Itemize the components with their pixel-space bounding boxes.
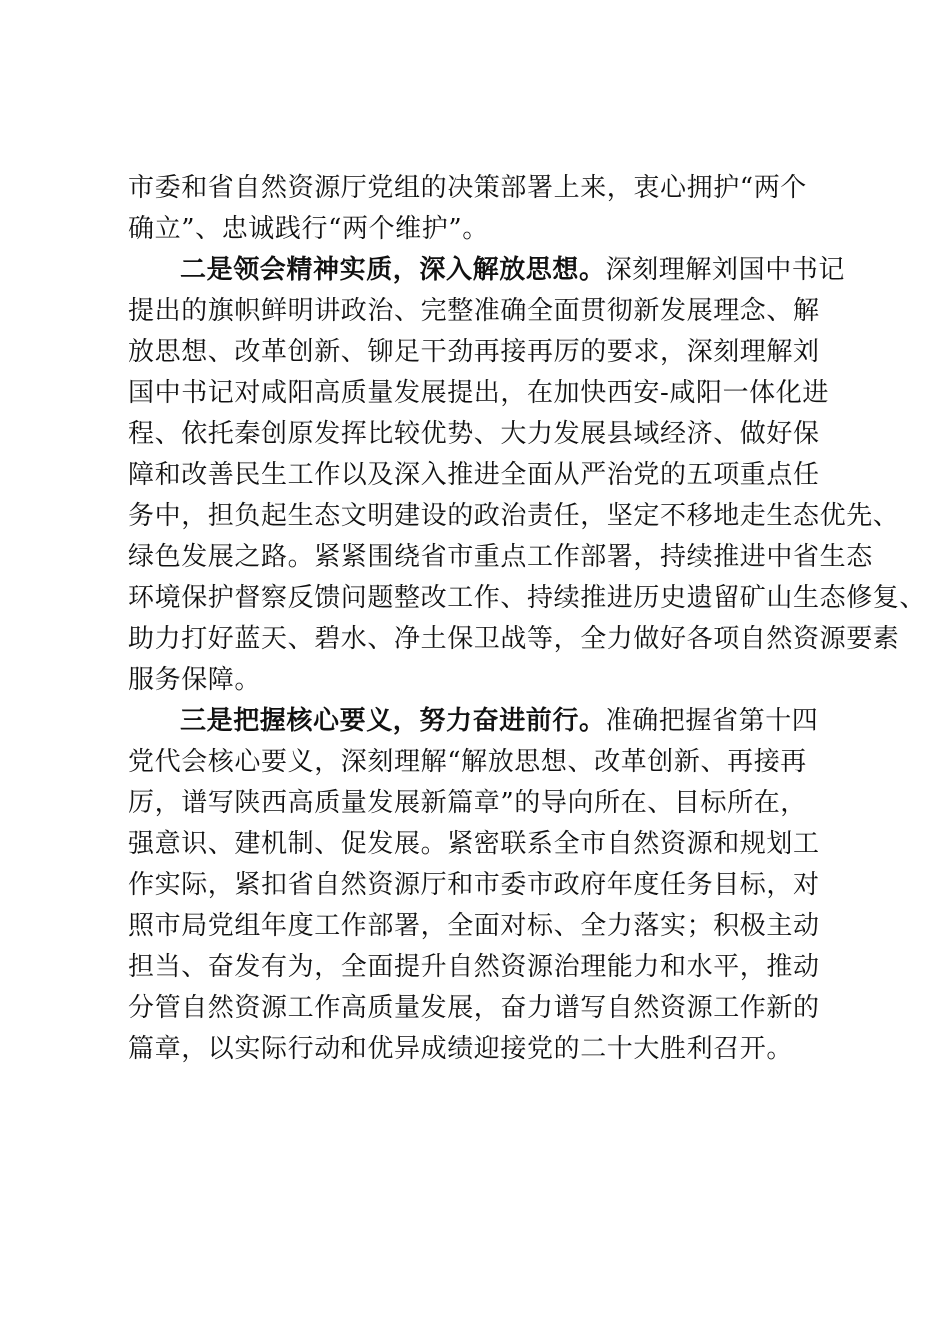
paragraph-3-line: 照市局党组年度工作部署，全面对标、全力落实；积极主动 xyxy=(128,911,820,941)
paragraph-3-line: 强意识、建机制、促发展。紧密联系全市自然资源和规划工 xyxy=(128,829,820,859)
paragraph-3-line: 党代会核心要义，深刻理解“解放思想、改革创新、再接再 xyxy=(128,747,807,777)
paragraph-2-line: 服务保障。 xyxy=(128,665,262,695)
paragraph-3-line: 篇章，以实际行动和优异成绩迎接党的二十大胜利召开。 xyxy=(128,1034,794,1064)
paragraph-1-line-1: 市委和省自然资源厅党组的决策部署上来，衷心拥护“两个 xyxy=(128,173,807,203)
paragraph-2-line: 环境保护督察反馈问题整改工作、持续推进历史遗留矿山生态修复、 xyxy=(128,583,927,613)
paragraph-2-line-1-rest: 深刻理解刘国中书记 xyxy=(605,255,846,285)
paragraph-2-line: 国中书记对咸阳高质量发展提出，在加快西安-咸阳一体化进 xyxy=(128,378,829,408)
paragraph-2-line-1 xyxy=(180,253,845,287)
paragraph-2-line: 务中，担负起生态文明建设的政治责任，坚定不移地走生态优先、 xyxy=(128,501,900,531)
paragraph-3-line-1-rest: 准确把握省第十四 xyxy=(605,706,819,736)
paragraph-3-line: 担当、奋发有为，全面提升自然资源治理能力和水平，推动 xyxy=(128,952,820,982)
paragraph-3-line: 分管自然资源工作高质量发展，奋力谱写自然资源工作新的 xyxy=(128,993,820,1023)
paragraph-2-line: 绿色发展之路。紧紧围绕省市重点工作部署，持续推进中省生态 xyxy=(128,542,873,572)
paragraph-3-heading: 三是把握核心要义，努力奋进前行。 xyxy=(180,706,606,736)
paragraph-2-line: 障和改善民生工作以及深入推进全面从严治党的五项重点任 xyxy=(128,460,820,490)
paragraph-1-line-2: 确立”、忠诚践行“两个维护”。 xyxy=(128,214,489,244)
paragraph-2-line: 提出的旗帜鲜明讲政治、完整准确全面贯彻新发展理念、解 xyxy=(128,296,820,326)
paragraph-3-line-1 xyxy=(180,704,818,738)
paragraph-3-line: 作实际，紧扣省自然资源厅和市委市政府年度任务目标，对 xyxy=(128,870,820,900)
paragraph-3-line: 厉，谱写陕西高质量发展新篇章”的导向所在、目标所在， xyxy=(128,788,807,818)
paragraph-2-heading: 二是领会精神实质，深入解放思想。 xyxy=(180,255,606,285)
paragraph-2-line: 助力打好蓝天、碧水、净土保卫战等，全力做好各项自然资源要素 xyxy=(128,624,900,654)
paragraph-2-line: 放思想、改革创新、铆足干劲再接再厉的要求，深刻理解刘 xyxy=(128,337,820,367)
paragraph-2-line: 程、依托秦创原发挥比较优势、大力发展县域经济、做好保 xyxy=(128,419,820,449)
